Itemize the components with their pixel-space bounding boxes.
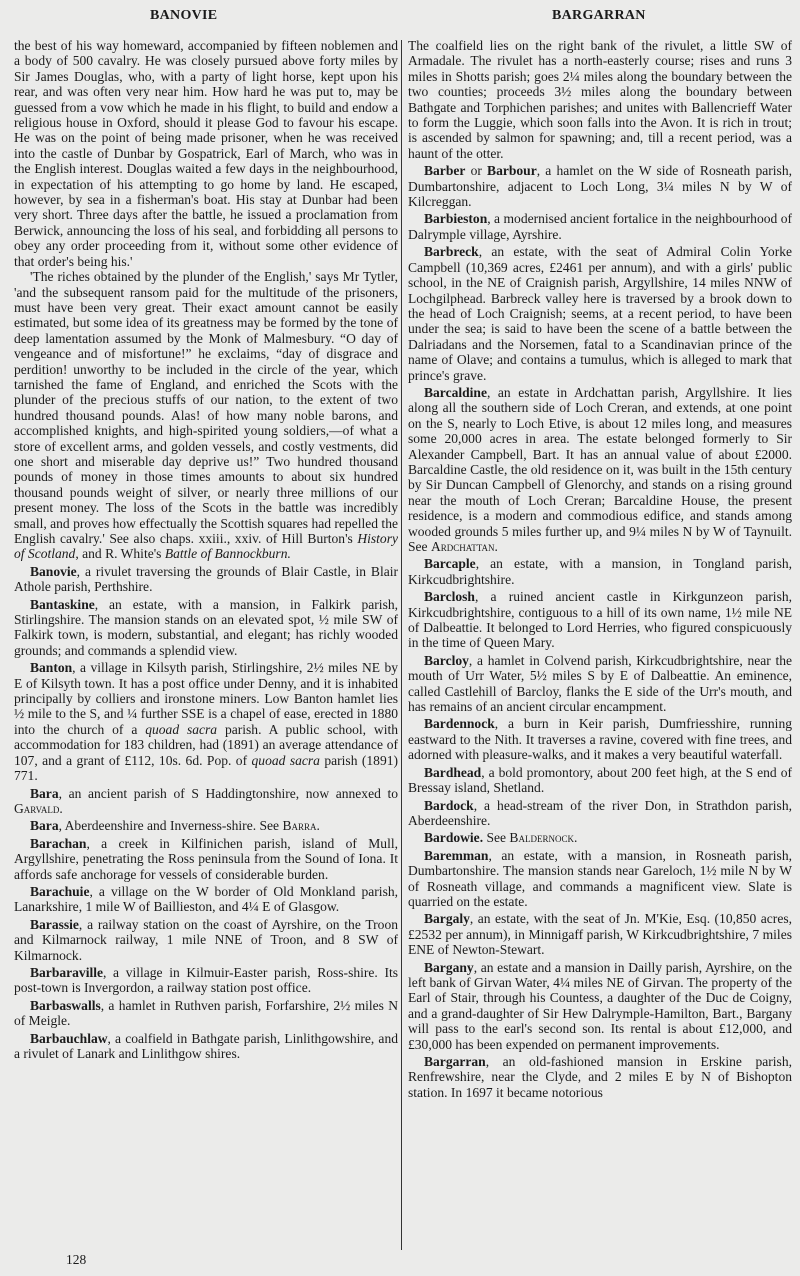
entry-headword: Bardock [424, 797, 474, 813]
gazetteer-entry [408, 911, 792, 957]
gazetteer-entry [408, 716, 792, 762]
gazetteer-entry [408, 830, 792, 845]
entry-headword: Barassie [30, 916, 79, 932]
body-text: , a hamlet in Ruthven parish, Forfarshire, 2½ miles N of Meigle. [14, 997, 398, 1029]
body-text: 'The riches obtained by the plunder of the English,' says Mr Tytler, 'and the subsequent ransom paid for the multitude of the prisoners, must have been very great. Their exact amount cannot be easily estimated, but some idea of its greatness may be formed by the tone of deep lamentation assumed by the Monk of Malmesbury. “O day of vengeance and of misfortune!” he exclaims, “day of disgrace and perdition! unworthy to be included in the circle of the year, which tarnished the fame of England, and enriched the Scots with the plunder of the precious stuffs of our nation, to the extent of two hundred thousand pounds. Alas! of how many noble barons, and accomplished knights, and high-spirited young soldiers,—of what a store of excellent arms, and golden vessels, and costly vestments, did one short and miserable day deprive us!” Two hundred thousand pounds of money in those times amounts to about six hundred thousand pounds weight of silver, or nearly three millions of our present money. The loss of the Scots in the battle was incredibly small, and proves how effectually the Scottish squares had repelled the English cavalry.' See also chaps. xxiii., xxiv. of Hill Burton's [14, 269, 398, 546]
gazetteer-entry [408, 1054, 792, 1100]
entry-headword: Barcaldine [424, 384, 487, 400]
entry-headword: Barber [424, 163, 466, 179]
body-text: , an estate, with the seat of Admiral Colin Yorke Campbell (10,369 acres, £2461 per annum), and with a girls' public school, in the NE of Craignish parish, Argyllshire, 14 miles NNW of Lochgilphead. Barbreck valley here is traversed by a brook down to the head of Loch Craignish; seems, at a recent period, to have been under the sea; is said to have been the scene of a battle between the Dalriadans and the Norsemen, fatal to a Scandinavian prince of the name of Olave; and contains a tumulus, which is alleged to mark that prince's grave. [408, 244, 792, 383]
entry-headword: Bara [30, 818, 59, 834]
body-text: , a head-stream of the river Don, in Strathdon parish, Aberdeenshire. [408, 797, 792, 828]
entry-headword: Banovie [30, 563, 77, 579]
italic-text: quoad sacra [145, 721, 218, 737]
entry-headword: Bardhead [424, 764, 482, 780]
gazetteer-entry [408, 385, 792, 554]
body-text: , and R. White's [75, 546, 165, 562]
gazetteer-entry [14, 917, 398, 963]
gazetteer-entry [14, 836, 398, 882]
page-number: 128 [66, 1252, 87, 1267]
body-text: parish. A public school, with accommodation for 183 children, had (1891) an average attendance of 107, and a grant of £112, 10s. 6d. Pop. of [14, 721, 398, 768]
entry-headword: Barbaswalls [30, 997, 101, 1013]
body-text: , a hamlet in Colvend parish, Kirkcudbrightshire, near the mouth of Urr Water, 5½ miles S by E of Dalbeattie. An eminence, called Castlehill of Barcloy, flanks the E side of the Urr's mouth, and has remains of an ancient circular encampment. [408, 652, 792, 715]
italic-text: quoad sacra [251, 752, 320, 768]
gazetteer-entry [408, 556, 792, 587]
body-text: , a village on the W border of Old Monkland parish, Lanarkshire, 1 mile W of Baillieston, and 4¼ E of Glasgow. [14, 883, 398, 915]
left-column [14, 38, 398, 1061]
body-text: . [59, 800, 63, 816]
italic-text: History of Scotland [14, 531, 398, 562]
entry-headword: Barachan [30, 835, 87, 851]
body-text: or [465, 163, 488, 179]
body-text: , a ruined ancient castle in Kirkgunzeon parish, Kirkcudbrightshire, contiguous to a hill of its own name, 1½ mile NE of Dalbeattie. It belonged to Lord Herries, who figured conspicuously in the time of Queen Mary. [408, 589, 792, 651]
right-column [408, 38, 792, 1100]
gazetteer-entry [14, 1031, 398, 1062]
entry-headword: Bargany [424, 959, 474, 975]
gazetteer-entry [14, 597, 398, 659]
entry-headword: Bardowie. [424, 830, 484, 846]
cross-reference: Barra [282, 818, 317, 834]
body-text: , a modernised ancient fortalice in the neighbourhood of Dalrymple village, Ayrshire. [408, 211, 792, 242]
body-text: , a village in Kilsyth parish, Stirlingshire, 2½ miles NE by E of Kilsyth town. It has a post office under Denny, and it is inhabited principally by colliers and ironstone miners. Low Banton hamlet lies ½ mile to the S, and ¼ further SSE is a chapel of ease, erected in 1880 into the church of a [14, 660, 398, 737]
gazetteer-entry [14, 660, 398, 783]
body-text: , a railway station on the coast of Ayrshire, on the Troon and Kilmarnock railway, 1 mile NNE of Troon, and 8 SW of Kilmarnock. [14, 916, 398, 963]
entry-headword: Bara [30, 785, 59, 801]
body-text: , an estate, with a mansion, in Rosneath parish, Dumbartonshire. The mansion stands near Gareloch, 1½ mile N by W of Rosneath village, and commands a magnificent view. Slate is quarried on the estate. [408, 847, 792, 909]
gazetteer-entry [408, 211, 792, 242]
entry-headword: Barcloy [424, 652, 469, 668]
entry-headword: Bargaly [424, 911, 470, 927]
entry-headword: Barbour [487, 163, 537, 179]
column-divider [401, 40, 402, 1250]
entry-headword: Bargarran [424, 1054, 486, 1069]
body-text: , an ancient parish of S Haddingtonshire, now annexed to [58, 785, 398, 801]
body-text: The coalfield lies on the right bank of the rivulet, a little SW of Armadale. The rivulet has a north-easterly course; rises and runs 3 miles in Shotts parish; goes 2¼ miles along the boundary between the two counties; proceeds 3½ miles along the boundary between Bathgate and Torphichen parishes; and unites with Ballencrieff Water to form the Luggie, which soon falls into the Avon. It is rich in trout; is ascended by salmon for spawning; and, till a recent period, was a haunt of the otter. [408, 38, 792, 161]
body-text: , a coalfield in Bathgate parish, Linlithgowshire, and a rivulet of Lanark and Linlithgow shires. [14, 1030, 398, 1061]
body-text: , Aberdeenshire and Inverness-shire. See [58, 818, 283, 834]
entry-headword: Barbaraville [30, 964, 103, 980]
entry-headword: Barclosh [424, 589, 475, 605]
gazetteer-entry [14, 884, 398, 915]
entry-headword: Banton [30, 660, 73, 676]
body-text: , an estate, with the seat of Jn. M'Kie, Esq. (10,850 acres, £2532 per annum), in Minnigaff parish, W Kirkcudbrightshire, 7 miles ENE of Newton-Stewart. [408, 911, 792, 958]
gazetteer-entry [14, 564, 398, 595]
text-paragraph [14, 38, 398, 269]
gazetteer-entry [408, 848, 792, 910]
entry-headword: Barcaple [424, 556, 476, 572]
entry-headword: Bardennock [424, 716, 495, 732]
gazetteer-entry [14, 965, 398, 996]
body-text: , a burn in Keir parish, Dumfriesshire, running eastward to the Nith. It traverses a ravine, covered with fine trees, and adorned with pleasure-walks, and it makes a very beautiful waterfall. [408, 716, 792, 763]
body-text: , a bold promontory, about 200 feet high, at the S end of Bressay island, Shetland. [408, 764, 792, 796]
gazetteer-entry [408, 244, 792, 383]
running-head-left: BANOVIE [150, 8, 218, 23]
cross-reference: Garvald [14, 800, 60, 816]
body-text: . [494, 539, 498, 554]
body-text: . [573, 830, 578, 846]
entry-headword: Baremman [424, 847, 489, 863]
entry-headword: Barbreck [424, 244, 479, 260]
body-text: , an estate in Ardchattan parish, Argyllshire. It lies along all the southern side of Loch Creran, and extends, at one point on the S, nearly to Loch Etive, is about 12 miles long, and measures some 20,000 acres in area. The estate belonged formerly to Sir Alexander Campbell, Bart. It has an annual value of about £2000. Barcaldine Castle, the old residence on it, was built in the 15th century by Sir Duncan Campbell of Glenorchy, and stands on a rising ground near the mouth of Loch Creran; Barcaldine House, the present residence, is a modern and commodious edifice, and stands among wooded grounds 5 miles further up, and 9¼ miles N by W of Taynuilt. See [408, 384, 792, 554]
gazetteer-entry [408, 163, 792, 209]
body-text: , an estate, with a mansion, in Tongland parish, Kirkcudbrightshire. [408, 556, 792, 587]
body-text: . [316, 818, 320, 834]
running-head-right: BARGARRAN [552, 8, 646, 23]
entry-headword: Barachuie [30, 883, 90, 899]
body-text: , a creek in Kilfinichen parish, island of Mull, Argyllshire, penetrating the Ross peninsula from the Sound of Iona. It affords safe anchorage for vessels of considerable burden. [14, 835, 398, 882]
gazetteer-entry [14, 818, 398, 833]
gazetteer-entry [408, 653, 792, 715]
text-paragraph [408, 38, 792, 161]
cross-reference: Baldernock [509, 830, 574, 846]
body-text: , an old-fashioned mansion in Erskine parish, Renfrewshire, near the Clyde, and 2 miles E by N of Bishopton station. In 1697 it became notorious [408, 1054, 792, 1100]
italic-text: Battle of Bannockburn. [164, 546, 291, 562]
body-text: , a hamlet on the W side of Rosneath parish, Dumbartonshire, adjacent to Loch Long, 3¼ miles N by W of Kilcreggan. [408, 163, 792, 210]
gazetteer-entry [408, 960, 792, 1052]
gazetteer-entry [14, 998, 398, 1029]
entry-headword: Bantaskine [30, 596, 95, 612]
gazetteer-entry [408, 798, 792, 829]
body-text: , an estate and a mansion in Dailly parish, Ayrshire, on the left bank of Girvan Water, 4¼ miles NE of Girvan. The property of the Earl of Stair, through his Countess, a daughter of the Duc de Coigny, and a grand-daughter of Sir Hew Dalrymple-Hamilton, Bart., Bargany will pass to the earl's second son. Its rental is about £12,000, and £30,000 has been expended on permanent improvements. [408, 959, 792, 1052]
body-text: , an estate, with a mansion, in Falkirk parish, Stirlingshire. The mansion stands on an elevated spot, ½ mile SW of Falkirk town, is modern, substantial, and elegant; has richly wooded grounds; and commands a splendid view. [14, 596, 398, 658]
text-paragraph [14, 269, 398, 562]
entry-headword: Barbauchlaw [30, 1030, 108, 1046]
cross-reference: Ardchattan [430, 539, 495, 554]
entry-headword: Barbieston [424, 211, 488, 227]
body-text: , a village in Kilmuir-Easter parish, Ross-shire. Its post-town is Invergordon, a railway station post office. [14, 964, 398, 996]
body-text: See [483, 830, 510, 846]
body-text: , a rivulet traversing the grounds of Blair Castle, in Blair Athole parish, Perthshire. [14, 563, 398, 595]
gazetteer-entry [14, 786, 398, 817]
body-text: the best of his way homeward, accompanied by fifteen noblemen and a body of 500 cavalry. He was closely pursued above forty miles by Sir James Douglas, who, with a party of light horse, kept upon his rear, and was often very near him. How hard he was put to, may be guessed from a vow which he made in his flight, to build and endow a religious house in Oxford, should it please God to favour his escape. He was on the point of being made prisoner, when he was received into the castle of Dunbar by Gospatrick, Earl of March, who was in the English interest. Douglas waited a few days in the neighbourhood, in expectation of his attempting to go home by land. He escaped, however, by sea in a fisherman's boat. His stay at Dunbar had been very short. Three days after the battle, he issued a proclamation from Berwick, announcing the loss of his seal, and forbidding all persons to obey any order proceeding from it, without some other evidence of that order's being his.' [14, 38, 398, 269]
body-text: parish (1891) 771. [14, 752, 399, 784]
gazetteer-entry [408, 765, 792, 796]
gazetteer-entry [408, 589, 792, 651]
